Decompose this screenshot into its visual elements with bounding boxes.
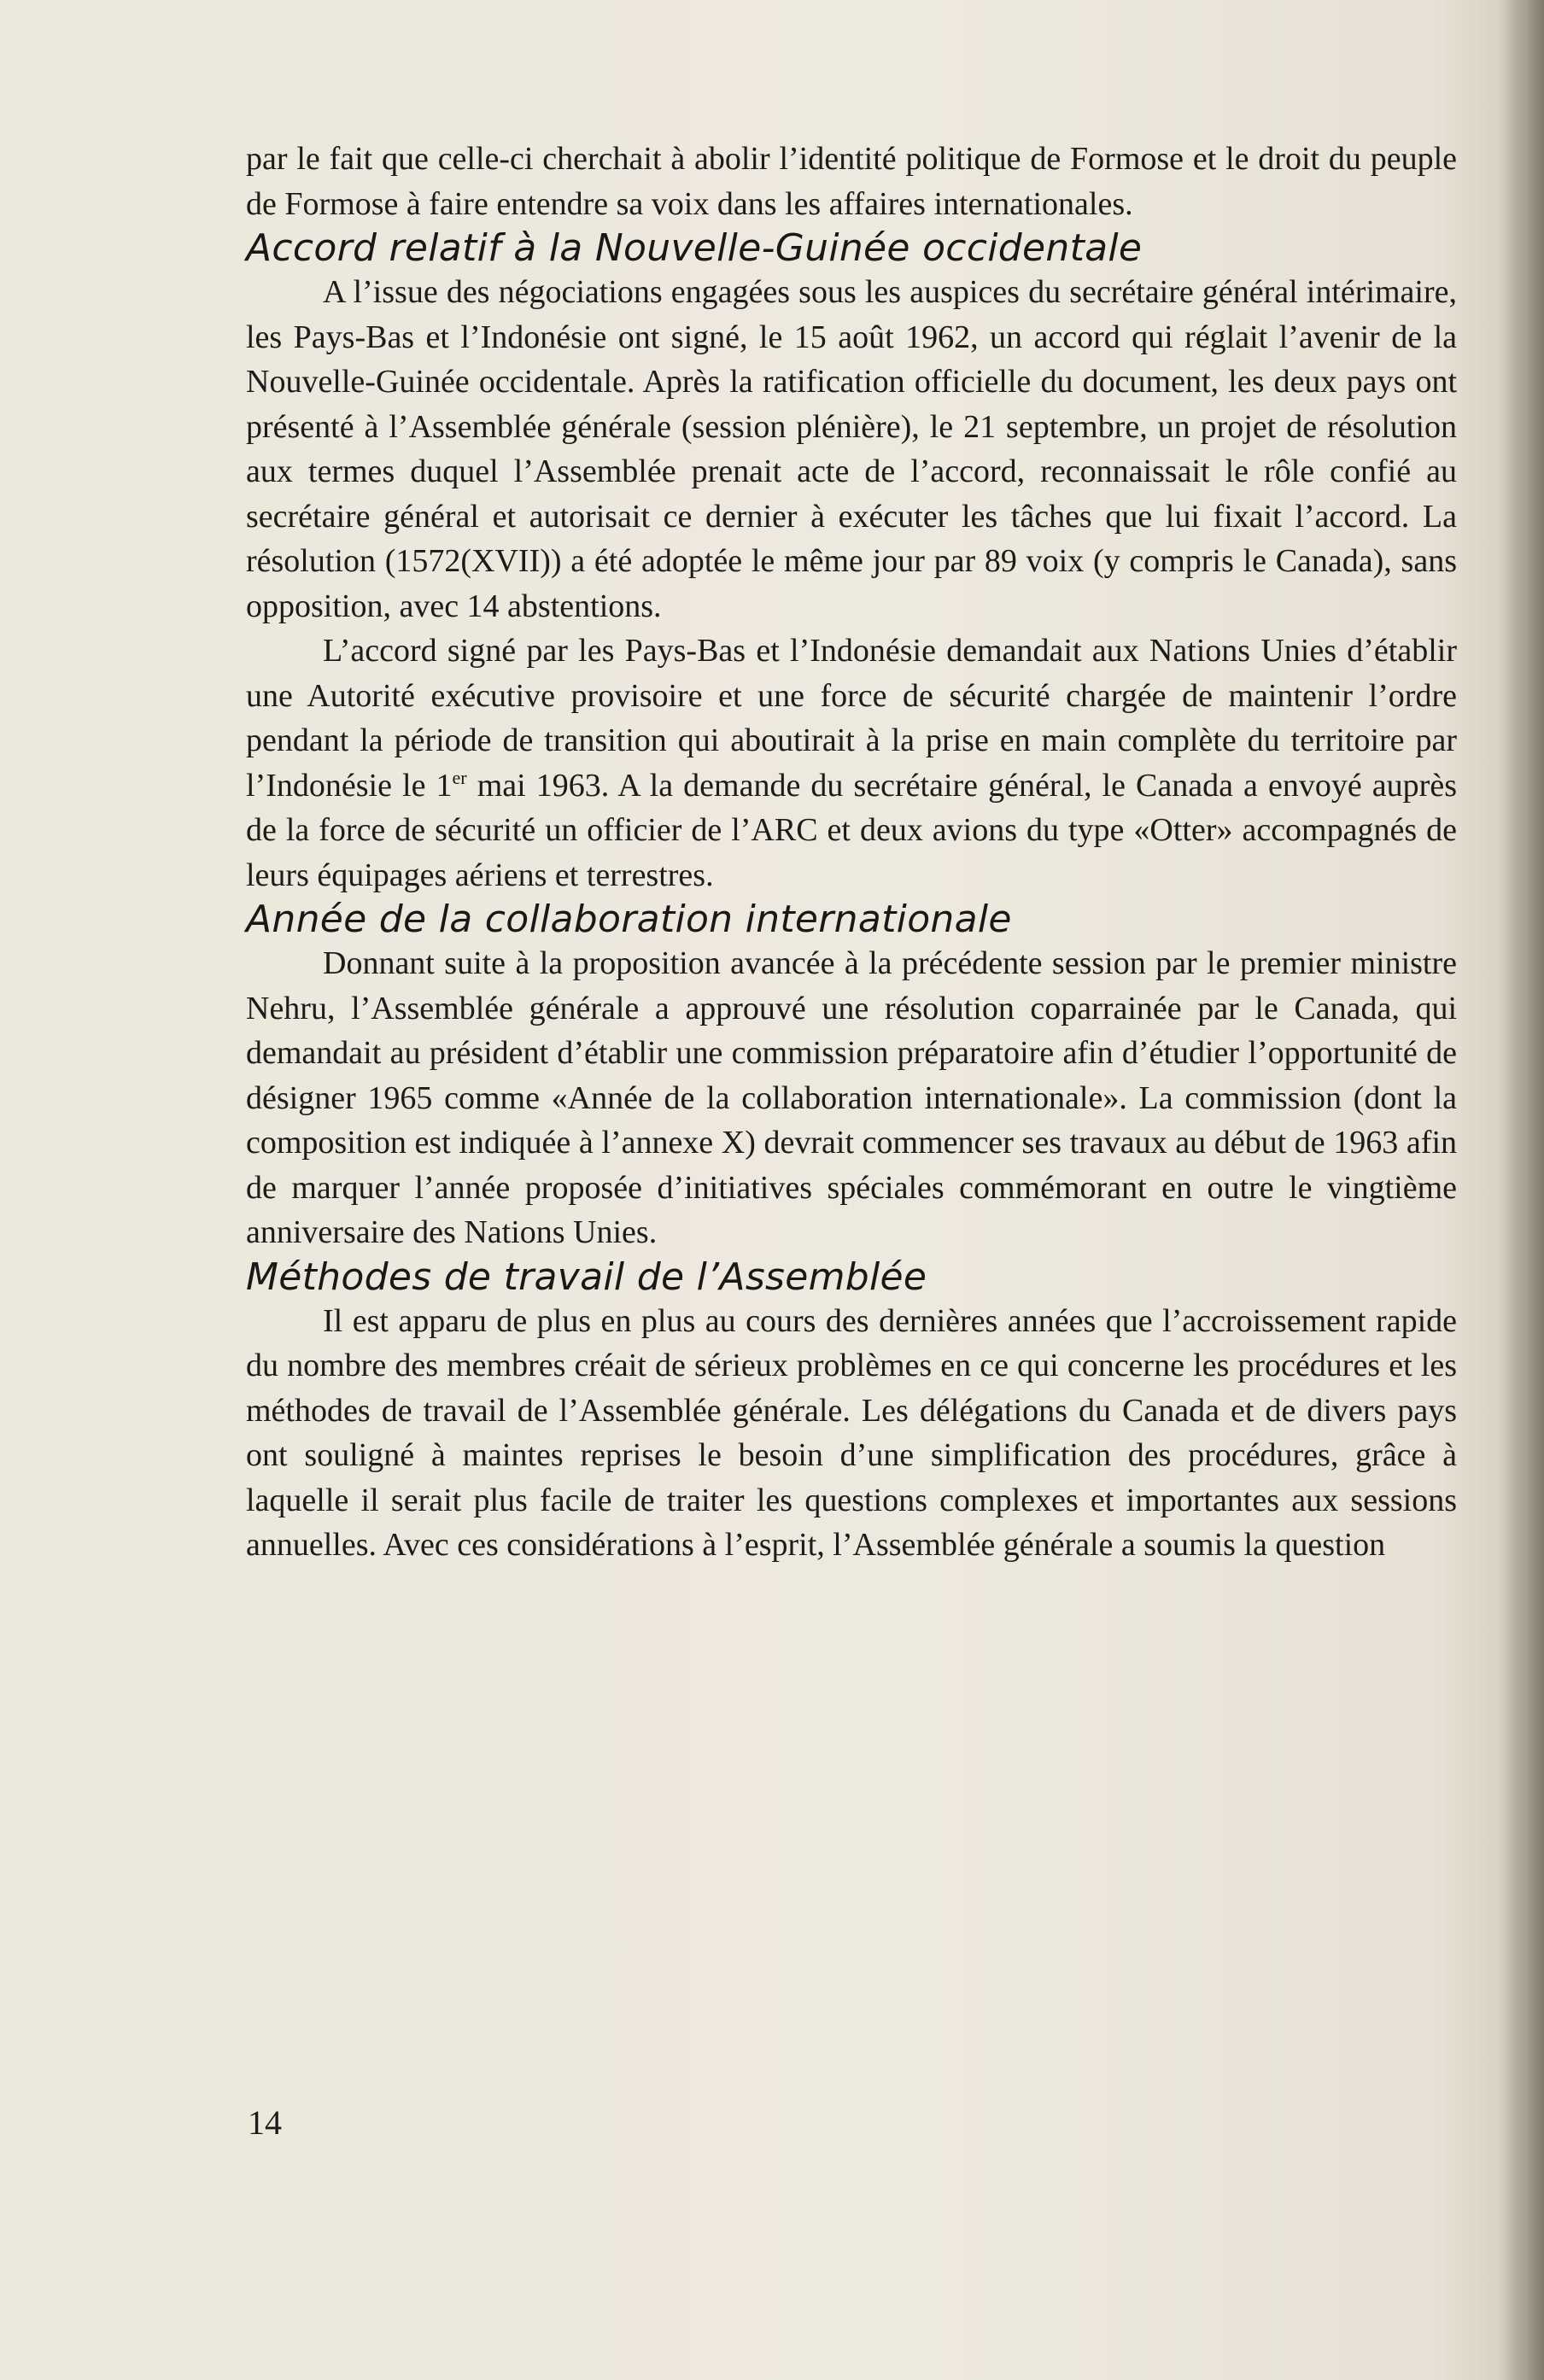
paragraph-nouvelle-guinee-1: A l’issue des négociations engagées sous les auspices du secrétaire général intérimaire, les Pays-Bas et l’Indonésie ont signé, le 15 août 1962, un accord qui réglait l’avenir de la Nouvelle-Guinée occidentale. Après la ratification officielle du document, les deux pays ont présenté à l’Assemblée générale (session plénière), le 21 septembre, un projet de résolution aux termes duquel l’Assemblée prenait acte de l’accord, reconnaissait le rôle confié au secrétaire général et autorisait ce dernier à exécuter les tâches que lui fixait l’accord. La résolution (1572(XVII)) a été adoptée le même jour par 89 voix (y compris le Canada), sans opposition, avec 14 abstentions.: [246, 274, 1457, 624]
text-column: [246, 137, 1457, 1568]
section-heading-methodes-travail: Méthodes de travail de l’Assemblée: [246, 1254, 927, 1299]
ordinal-superscript: er: [452, 766, 467, 788]
page-binding-shadow: [1503, 0, 1544, 2380]
section-heading-annee-collaboration: Année de la collaboration internationale: [246, 898, 1012, 941]
paragraph-methodes-travail: Il est apparu de plus en plus au cours des dernières années que l’accroissement rapide du nombre des membres créait de sérieux problèmes en ce qui concerne les procédures et les méthodes de travail de l’Assemblée générale. Les délégations du Canada et de divers pays ont souligné à maintes reprises le besoin d’une simplification des procédures, grâce à laquelle il serait plus facile de traiter les questions complexes et importantes aux sessions annuelles. Avec ces considérations à l’esprit, l’Assemblée générale a soumis la question: [246, 1302, 1457, 1563]
paragraph-annee-collaboration: Donnant suite à la proposition avancée à la précédente session par le premier ministre Nehru, l’Assemblée générale a approuvé une résolution coparrainée par le Canada, qui demandait au président d’établir une commission préparatoire afin d’étudier l’opportunité de désigner 1965 comme «Année de la collaboration internationale». La commission (dont la composition est indiquée à l’annexe X) devrait commencer ses travaux au début de 1963 afin de marquer l’année proposée d’initiatives spéciales commémorant en outre le vingtième anniversaire des Nations Unies.: [246, 945, 1457, 1250]
paragraph-nouvelle-guinee-2: [246, 629, 1457, 898]
page-number: 14: [248, 2103, 282, 2142]
section-heading-nouvelle-guinee: Accord relatif à la Nouvelle-Guinée occidentale: [246, 226, 1143, 270]
paragraph-text-part: L’accord signé par les Pays-Bas et l’Indonésie demandait aux Nations Unies d’établir une Autorité exécutive provisoire et une force de sécurité chargée de maintenir l’ordre pendant la période de transition qui aboutirait à la prise en main complète du territoire par l’Indonésie le 1: [246, 633, 1457, 804]
continued-paragraph: par le fait que celle-ci cherchait à abolir l’identité politique de Formose et le droit du peuple de Formose à faire entendre sa voix dans les affaires internationales.: [246, 141, 1457, 222]
paragraph-text-part: mai 1963. A la demande du secrétaire général, le Canada a envoyé auprès de la force de sécurité un officier de l’ARC et deux avions du type «Otter» accompagnés de leurs équipages aériens et terrestres.: [246, 767, 1457, 893]
